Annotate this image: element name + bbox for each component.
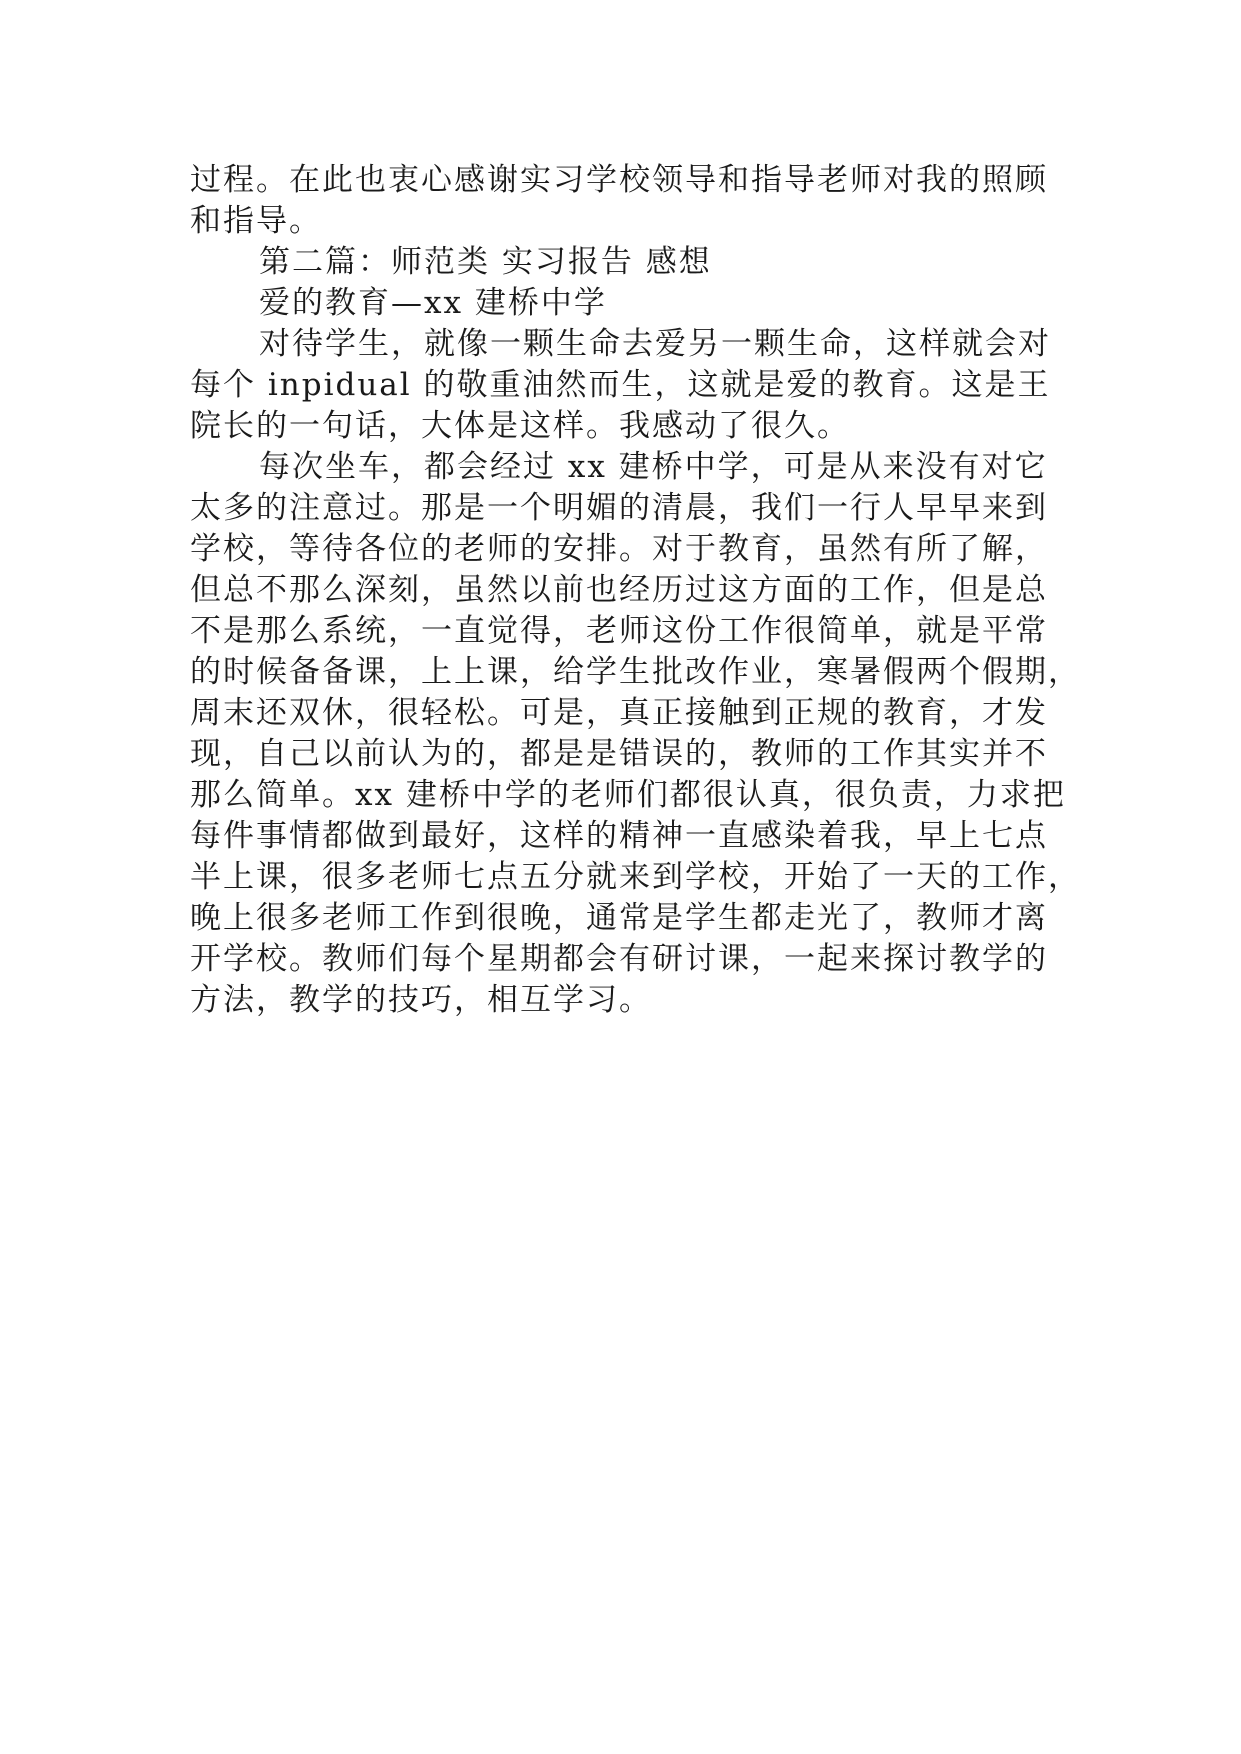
text-line: 过程。在此也衷心感谢实习学校领导和指导老师对我的照顾 [190,162,1048,198]
section-heading [190,242,1060,283]
text-line: 每件事情都做到最好，这样的精神一直感染着我，早上七点 [190,818,1048,854]
text-line: 方法，教学的技巧，相互学习。 [190,982,652,1018]
text-line: 的时候备备课，上上课，给学生批改作业，寒暑假两个假期， [190,654,1081,690]
article-subtitle [190,283,1060,324]
text-line: 不是那么系统，一直觉得，老师这份工作很简单，就是平常 [190,613,1048,649]
text-line: 学校，等待各位的老师的安排。对于教育，虽然有所了解， [190,531,1048,567]
text-line: 晚上很多老师工作到很晚，通常是学生都走光了，教师才离 [190,900,1048,936]
text-line: 但总不那么深刻，虽然以前也经历过这方面的工作，但是总 [190,572,1048,608]
text-line: 每个 inpidual 的敬重油然而生，这就是爱的教育。这是王 [190,367,1051,403]
text-line: 半上课，很多老师七点五分就来到学校，开始了一天的工作， [190,859,1081,895]
paragraph-quote [190,324,1060,447]
article-subtitle-text: 爱的教育—xx 建桥中学 [259,285,607,321]
text-line: 每次坐车，都会经过 xx 建桥中学，可是从来没有对它 [259,449,1048,485]
text-line: 开学校。教师们每个星期都会有研讨课，一起来探讨教学的 [190,941,1048,977]
text-line: 太多的注意过。那是一个明媚的清晨，我们一行人早早来到 [190,490,1048,526]
paragraph-main [190,447,1081,1021]
text-line: 院长的一句话，大体是这样。我感动了很久。 [190,408,850,444]
text-line: 和指导。 [190,203,322,239]
text-line: 周末还双休，很轻松。可是，真正接触到正规的教育，才发 [190,695,1048,731]
document-body [190,160,1081,1021]
text-line: 对待学生，就像一颗生命去爱另一颗生命，这样就会对 [259,326,1051,362]
section-heading-text: 第二篇：师范类 实习报告 感想 [259,244,712,280]
text-line: 那么简单。xx 建桥中学的老师们都很认真，很负责，力求把 [190,777,1066,813]
text-line: 现，自己以前认为的，都是是错误的，教师的工作其实并不 [190,736,1048,772]
paragraph-continued [190,160,1060,242]
